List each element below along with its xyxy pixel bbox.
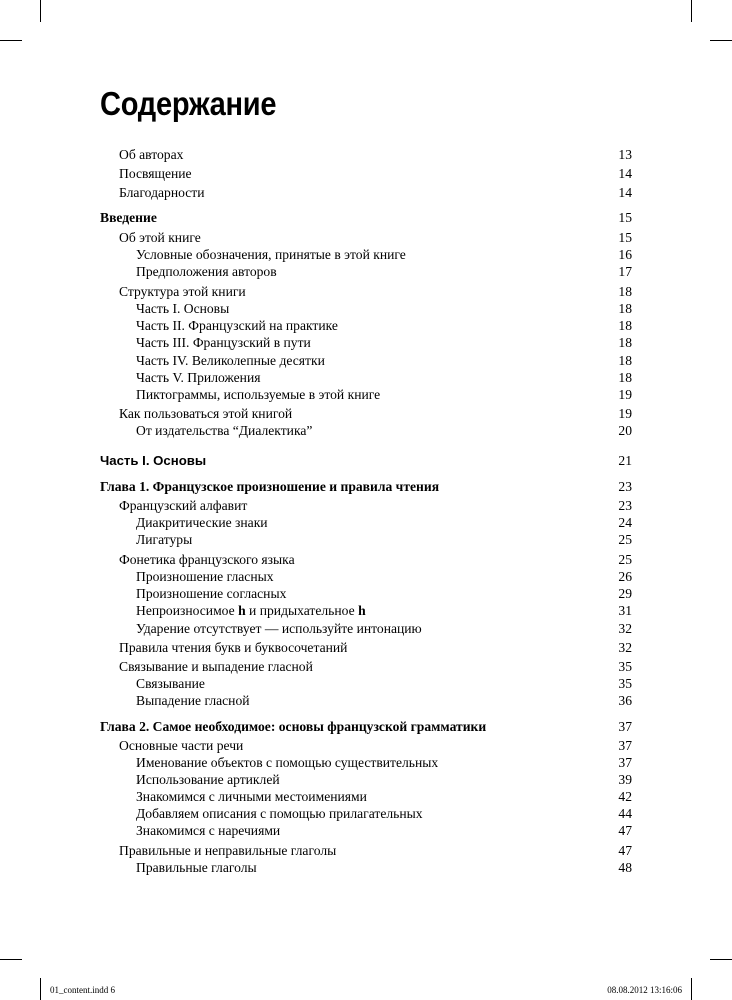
toc-entry-page: 13 bbox=[618, 147, 632, 162]
toc-entry-title: Посвящение bbox=[119, 166, 192, 181]
toc-entry-title: Об авторах bbox=[119, 147, 184, 162]
toc-entry-page: 36 bbox=[618, 693, 632, 708]
toc-entry-page: 18 bbox=[618, 318, 632, 333]
toc-chapter bbox=[0, 478, 732, 496]
toc-entry-page: 19 bbox=[618, 387, 632, 402]
toc-entry bbox=[0, 514, 732, 532]
toc-entry-page: 18 bbox=[618, 301, 632, 316]
toc-entry-title bbox=[136, 602, 366, 620]
toc-entry bbox=[0, 497, 732, 515]
toc-entry-page: 37 bbox=[618, 755, 632, 770]
toc-entry-page: 32 bbox=[618, 621, 632, 636]
toc-entry bbox=[0, 771, 732, 789]
page-title: Содержание bbox=[100, 85, 277, 122]
toc-entry-title: Часть IV. Великолепные десятки bbox=[136, 353, 325, 368]
toc-entry bbox=[0, 568, 732, 586]
toc-entry bbox=[0, 334, 732, 352]
toc-entry-page: 37 bbox=[618, 738, 632, 753]
toc-entry-title: Связывание bbox=[136, 676, 205, 691]
toc-entry-page: 35 bbox=[618, 659, 632, 674]
toc-entry-title: Выпадение гласной bbox=[136, 693, 250, 708]
toc-entry-page: 32 bbox=[618, 640, 632, 655]
toc-entry bbox=[0, 184, 732, 202]
footer-file-label: 01_content.indd 6 bbox=[50, 985, 115, 995]
toc-entry-page: 14 bbox=[618, 185, 632, 200]
toc-entry bbox=[0, 585, 732, 603]
toc-entry-title: Правильные глаголы bbox=[136, 860, 257, 875]
toc-entry-title: Знакомимся с наречиями bbox=[136, 823, 281, 838]
toc-entry-title: Часть I. Основы bbox=[136, 301, 230, 316]
toc-entry-title: Знакомимся с личными местоимениями bbox=[136, 789, 367, 804]
toc-entry bbox=[0, 602, 732, 620]
toc-entry-title: Об этой книге bbox=[119, 230, 201, 245]
toc-text-bold: h bbox=[358, 603, 366, 618]
toc-entry-page: 21 bbox=[618, 453, 632, 468]
toc-entry-page: 25 bbox=[618, 532, 632, 547]
toc-entry-page: 44 bbox=[618, 806, 632, 821]
toc-text-part: и придыхательное bbox=[245, 603, 359, 618]
toc-entry bbox=[0, 692, 732, 710]
toc-entry-title: Правильные и неправильные глаголы bbox=[119, 843, 337, 858]
toc-entry-page: 31 bbox=[618, 603, 632, 618]
toc-entry-title: Как пользоваться этой книгой bbox=[119, 406, 293, 421]
toc-entry-title: Предположения авторов bbox=[136, 264, 277, 279]
toc-entry-title: Введение bbox=[100, 210, 157, 225]
toc-entry-page: 47 bbox=[618, 843, 632, 858]
toc-entry bbox=[0, 675, 732, 693]
toc-entry bbox=[0, 805, 732, 823]
toc-entry bbox=[0, 822, 732, 840]
toc-entry bbox=[0, 229, 732, 247]
toc-entry-title: Благодарности bbox=[119, 185, 205, 200]
toc-entry bbox=[0, 263, 732, 281]
toc-entry-page: 42 bbox=[618, 789, 632, 804]
toc-entry-page: 19 bbox=[618, 406, 632, 421]
toc-entry-page: 14 bbox=[618, 166, 632, 181]
toc-entry bbox=[0, 422, 732, 440]
toc-entry-title: Произношение согласных bbox=[136, 586, 287, 601]
toc-entry-title: Использование артиклей bbox=[136, 772, 280, 787]
toc-entry bbox=[0, 300, 732, 318]
toc-entry-title: Добавляем описания с помощью прилагательных bbox=[136, 806, 423, 821]
toc-entry bbox=[0, 737, 732, 755]
toc-entry-page: 24 bbox=[618, 515, 632, 530]
toc-entry-page: 15 bbox=[618, 210, 632, 225]
toc-entry-title: Часть II. Французский на практике bbox=[136, 318, 338, 333]
toc-entry bbox=[0, 639, 732, 657]
toc-entry-title: Правила чтения букв и буквосочетаний bbox=[119, 640, 348, 655]
toc-entry bbox=[0, 146, 732, 164]
toc-entry-page: 47 bbox=[618, 823, 632, 838]
toc-entry-title: Часть V. Приложения bbox=[136, 370, 261, 385]
toc-entry-page: 18 bbox=[618, 370, 632, 385]
toc-entry bbox=[0, 352, 732, 370]
toc-entry-page: 35 bbox=[618, 676, 632, 691]
toc-entry-title: Часть I. Основы bbox=[100, 453, 207, 468]
toc-entry bbox=[0, 165, 732, 183]
toc-entry-title: Диакритические знаки bbox=[136, 515, 268, 530]
toc-entry-title: Фонетика французского языка bbox=[119, 552, 295, 567]
toc-entry bbox=[0, 531, 732, 549]
toc-entry-title: Часть III. Французский в пути bbox=[136, 335, 311, 350]
toc-entry-title: Пиктограммы, используемые в этой книге bbox=[136, 387, 381, 402]
toc-entry bbox=[0, 369, 732, 387]
toc-entry bbox=[0, 551, 732, 569]
toc-entry bbox=[0, 620, 732, 638]
toc-entry-page: 16 bbox=[618, 247, 632, 262]
toc-entry bbox=[0, 386, 732, 404]
toc-entry bbox=[0, 246, 732, 264]
toc-entry-title: Лигатуры bbox=[136, 532, 193, 547]
toc-entry-page: 23 bbox=[618, 479, 632, 494]
footer-timestamp: 08.08.2012 13:16:06 bbox=[607, 985, 682, 995]
toc-entry-page: 18 bbox=[618, 353, 632, 368]
toc-chapter bbox=[0, 718, 732, 736]
toc-text-part: Непроизносимое bbox=[136, 603, 239, 618]
toc-section bbox=[0, 209, 732, 227]
toc-entry-page: 29 bbox=[618, 586, 632, 601]
toc-part bbox=[0, 452, 732, 470]
toc-entry-title: Французский алфавит bbox=[119, 498, 248, 513]
toc-text-bold: h bbox=[238, 603, 246, 618]
toc-entry-title: Именование объектов с помощью существительных bbox=[136, 755, 439, 770]
toc-entry bbox=[0, 283, 732, 301]
toc-entry bbox=[0, 317, 732, 335]
toc-entry-title: Условные обозначения, принятые в этой книге bbox=[136, 247, 406, 262]
toc-entry bbox=[0, 842, 732, 860]
toc-entry-page: 18 bbox=[618, 335, 632, 350]
toc-entry-page: 37 bbox=[618, 719, 632, 734]
toc-entry-title: Глава 1. Французское произношение и правила чтения bbox=[100, 479, 440, 494]
toc-entry-page: 23 bbox=[618, 498, 632, 513]
toc-entry-page: 39 bbox=[618, 772, 632, 787]
toc-entry-title: Связывание и выпадение гласной bbox=[119, 659, 313, 674]
toc-entry-title: Произношение гласных bbox=[136, 569, 274, 584]
toc-entry-title: Основные части речи bbox=[119, 738, 244, 753]
toc-entry-page: 20 bbox=[618, 423, 632, 438]
toc-entry-page: 15 bbox=[618, 230, 632, 245]
toc-entry bbox=[0, 754, 732, 772]
toc-entry-title: Структура этой книги bbox=[119, 284, 246, 299]
toc-entry bbox=[0, 859, 732, 877]
toc-entry bbox=[0, 788, 732, 806]
toc-entry-title: От издательства “Диалектика” bbox=[136, 423, 313, 438]
toc-entry bbox=[0, 658, 732, 676]
toc-entry bbox=[0, 405, 732, 423]
toc-entry-page: 26 bbox=[618, 569, 632, 584]
toc-entry-page: 18 bbox=[618, 284, 632, 299]
toc-entry-page: 48 bbox=[618, 860, 632, 875]
toc-entry-page: 17 bbox=[618, 264, 632, 279]
toc-entry-page: 25 bbox=[618, 552, 632, 567]
toc-entry-title: Глава 2. Самое необходимое: основы французской грамматики bbox=[100, 719, 487, 734]
toc-entry-title: Ударение отсутствует — используйте интонацию bbox=[136, 621, 422, 636]
